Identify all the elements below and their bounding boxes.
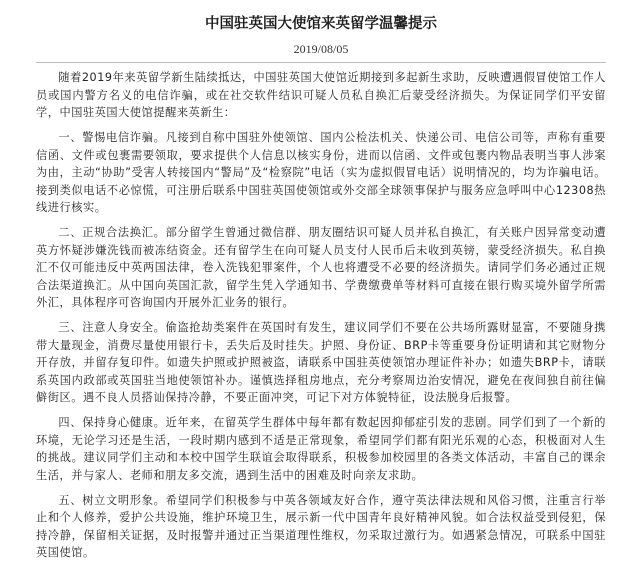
paragraph-mental-health: 四、保持身心健康。近年来，在留英学生群体中每年都有数起因抑郁症引发的悲剧。同学们到了一个新的环境，无论学习还是生活，一段时期内感到不适是正常现象，希望同学们都有阳光乐观的心态，积极面对人生的挑战。建议同学们主动和本校中国学生联谊会取得联系，积极参加校园里的各类文体活动，丰富自己的课余生活，并与家人、老师和朋友多交流，遇到生活中的困难及时向亲友求助。 <box>36 416 606 482</box>
publish-date: 2019/08/05 <box>293 42 349 56</box>
paragraph-personal-safety: 三、注意人身安全。偷盗抢劫类案件在英国时有发生，建议同学们不要在公共场所露财显富，不要随身携带大量现金，消费尽量使用银行卡，丢失后及时挂失。护照、身份证、BRP卡等重要身份证明请和其它财物分开存放，并留存复印件。如遗失护照或护照被盗，请联系中国驻英使领馆办理证件补办；如遗失BRP卡，请联系英国内政部或英国驻当地使领馆补办。谨慎选择租房地点，充分考察周边治安情况，避免在夜间独自前往偏僻街区。遇不良人员搭讪保持冷静，不要正面冲突，可记下对方体貌特征，设法脱身后报警。 <box>36 321 606 404</box>
paragraph-currency-exchange: 二、正规合法换汇。部分留学生曾通过微信群、朋友圈结识可疑人员并私自换汇，有关账户因异常变动遭英方怀疑涉嫌洗钱而被冻结资金。还有留学生在向可疑人员支付人民币后未收到英镑，蒙受经济损失。私自换汇不仅可能违反中英两国法律，卷入洗钱犯罪案件，个人也将遭受不必要的经济损失。请同学们务必通过正规合法渠道换汇。从中国向英国汇款，留学生凭入学通知书、学费缴费单等材料可直接在银行购买境外留学所需外汇，具体程序可咨询国内开展外汇业务的银行。 <box>36 226 606 309</box>
notice-title: 中国驻英国大使馆来英留学温馨提示 <box>205 16 437 32</box>
intro-paragraph: 随着2019年来英留学新生陆续抵达，中国驻英国大使馆近期接到多起新生求助，反映遭遇假冒使馆工作人员或国内警方名义的电信诈骗，或在社交软件结识可疑人员私自换汇后蒙受经济损失。为保证同学们平安留学，中国驻英国大使馆提醒来英新生： <box>36 71 606 119</box>
paragraph-civilized-image: 五、树立文明形象。希望同学们积极参与中英各领域友好合作，遵守英法律法规和风俗习惯，注重言行举止和个人修养，爱护公共设施，维护环境卫生，展示新一代中国青年良好精神风貌。如合法权益受到侵犯，保持冷静，保留相关证据，及时报警并通过正当渠道理性维权，勿采取过激行为。如遇紧急情况，可联系中国驻英国使馆。 <box>36 493 606 559</box>
title-divider <box>36 62 606 63</box>
paragraph-telecom-fraud: 一、警惕电信诈骗。凡接到自称中国驻外使领馆、国内公检法机关、快递公司、电信公司等，声称有重要信函、文件或包裹需要领取，要求提供个人信息以核实身份，进而以信函、文件或包裹内物品表明当事人涉案为由，主动“协助”受害人转接国内“警局”及“检察院”电话（实为虚拟假冒电话）说明情况的，均为诈骗电话。接到类似电话不必惊慌，可注册后联系中国驻英国使领馆或外交部全球领事保护与服务应急呼叫中心12308热线进行核实。 <box>36 131 606 214</box>
